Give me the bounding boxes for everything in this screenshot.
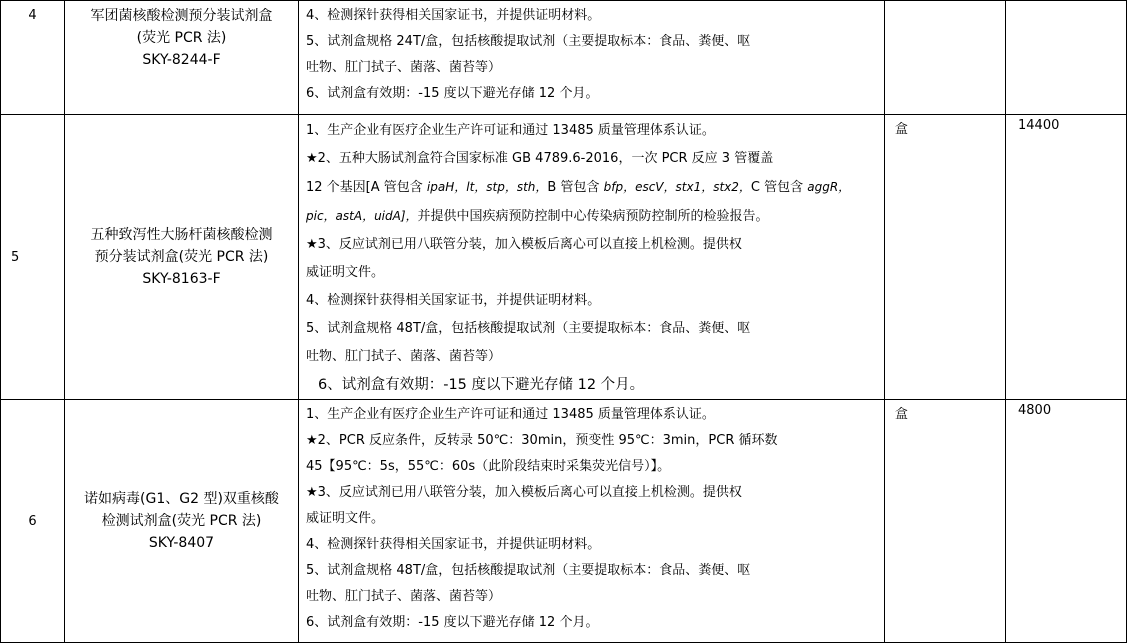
- product-code: SKY-8163-F: [142, 271, 221, 287]
- requirement-line: 1、生产企业有医疗企业生产许可证和通过 13485 质量管理体系认证。: [306, 407, 715, 422]
- requirement-line: 威证明文件。: [306, 511, 385, 526]
- unit-cell: [885, 1, 1006, 115]
- unit-cell: 盒: [885, 400, 1006, 643]
- requirement-line: 6、试剂盒有效期：-15 度以下避光存储 12 个月。: [318, 377, 645, 393]
- requirement-text: C 管包含: [750, 180, 808, 195]
- table-row: [1, 1, 1127, 115]
- requirement-line: ★2、PCR 反应条件，反转录 50℃：30min，预变性 95℃：3min，PCR 循环数: [306, 433, 778, 448]
- requirement-text: 12 个基因[A 管包含: [306, 180, 427, 195]
- gene-list: bfp，escV，stx1，stx2，: [603, 180, 751, 194]
- product-name: [65, 115, 299, 400]
- product-name: [65, 1, 299, 115]
- requirement-line: ★3、反应试剂已用八联管分装，加入模板后离心可以直接上机检测。提供权: [306, 237, 742, 252]
- product-code: SKY-8407: [148, 535, 215, 551]
- requirement-text: 并提供中国疾病预防控制中心传染病预防控制所的检验报告。: [417, 209, 769, 224]
- table-row: [1, 115, 1127, 400]
- gene-list: pic，astA，uidA]，: [306, 209, 418, 223]
- requirement-line: 45【95℃：5s，55℃：60s（此阶段结束时采集荧光信号）】。: [306, 459, 671, 474]
- product-name-line: 诺如病毒(G1、G2 型)双重核酸: [84, 491, 279, 507]
- product-name: [65, 400, 299, 643]
- price-cell: 14400: [1006, 115, 1127, 400]
- requirement-line: 6、试剂盒有效期：-15 度以下避光存储 12 个月。: [306, 615, 599, 630]
- requirement-line: 吐物、肛门拭子、菌落、菌苔等）: [306, 349, 502, 364]
- product-name-line: 检测试剂盒(荧光 PCR 法): [101, 513, 262, 529]
- price-cell: [1006, 1, 1127, 115]
- product-name-line: 军团菌核酸检测预分装试剂盒: [90, 8, 273, 24]
- requirement-line: [306, 202, 876, 231]
- requirement-line: 5、试剂盒规格 24T/盒，包括核酸提取试剂（主要提取标本：食品、粪便、呕: [306, 34, 751, 49]
- item-number: 5: [1, 115, 65, 400]
- requirement-line: 威证明文件。: [306, 265, 385, 280]
- gene-list: ipaH，lt，stp，sth，: [426, 180, 548, 194]
- requirement-text: B 管包含: [547, 180, 604, 195]
- product-name-line: 预分装试剂盒(荧光 PCR 法): [94, 249, 269, 265]
- requirement-line: 5、试剂盒规格 48T/盒，包括核酸提取试剂（主要提取标本：食品、粪便、呕: [306, 321, 751, 336]
- requirement-line: 4、检测探针获得相关国家证书，并提供证明材料。: [306, 537, 601, 552]
- product-name-line: 五种致泻性大肠杆菌核酸检测: [90, 227, 273, 243]
- gene-list: aggR，: [807, 180, 851, 194]
- requirement-line: 5、试剂盒规格 48T/盒，包括核酸提取试剂（主要提取标本：食品、粪便、呕: [306, 563, 751, 578]
- unit-cell: 盒: [885, 115, 1006, 400]
- requirement-line: ★3、反应试剂已用八联管分装，加入模板后离心可以直接上机检测。提供权: [306, 485, 742, 500]
- requirements-cell: [299, 1, 885, 115]
- product-name-line: (荧光 PCR 法): [136, 30, 227, 46]
- requirement-line: 1、生产企业有医疗企业生产许可证和通过 13485 质量管理体系认证。: [306, 123, 715, 138]
- table-row: [1, 400, 1127, 643]
- requirements-cell: [299, 400, 885, 643]
- requirements-cell: [299, 115, 885, 400]
- requirement-line: 吐物、肛门拭子、菌落、菌苔等）: [306, 60, 502, 75]
- requirement-line: 6、试剂盒有效期：-15 度以下避光存储 12 个月。: [306, 86, 599, 101]
- product-code: SKY-8244-F: [142, 52, 221, 68]
- price-cell: 4800: [1006, 400, 1127, 643]
- requirement-line: 4、检测探针获得相关国家证书，并提供证明材料。: [306, 8, 601, 23]
- item-number: 6: [1, 400, 65, 643]
- requirement-line: 4、检测探针获得相关国家证书，并提供证明材料。: [306, 293, 601, 308]
- requirement-line: 吐物、肛门拭子、菌落、菌苔等）: [306, 589, 502, 604]
- requirement-line: ★2、五种大肠试剂盒符合国家标准 GB 4789.6-2016，一次 PCR 反应 3 管覆盖: [306, 151, 774, 166]
- requirement-line: [306, 173, 876, 202]
- item-number: 4: [1, 1, 65, 115]
